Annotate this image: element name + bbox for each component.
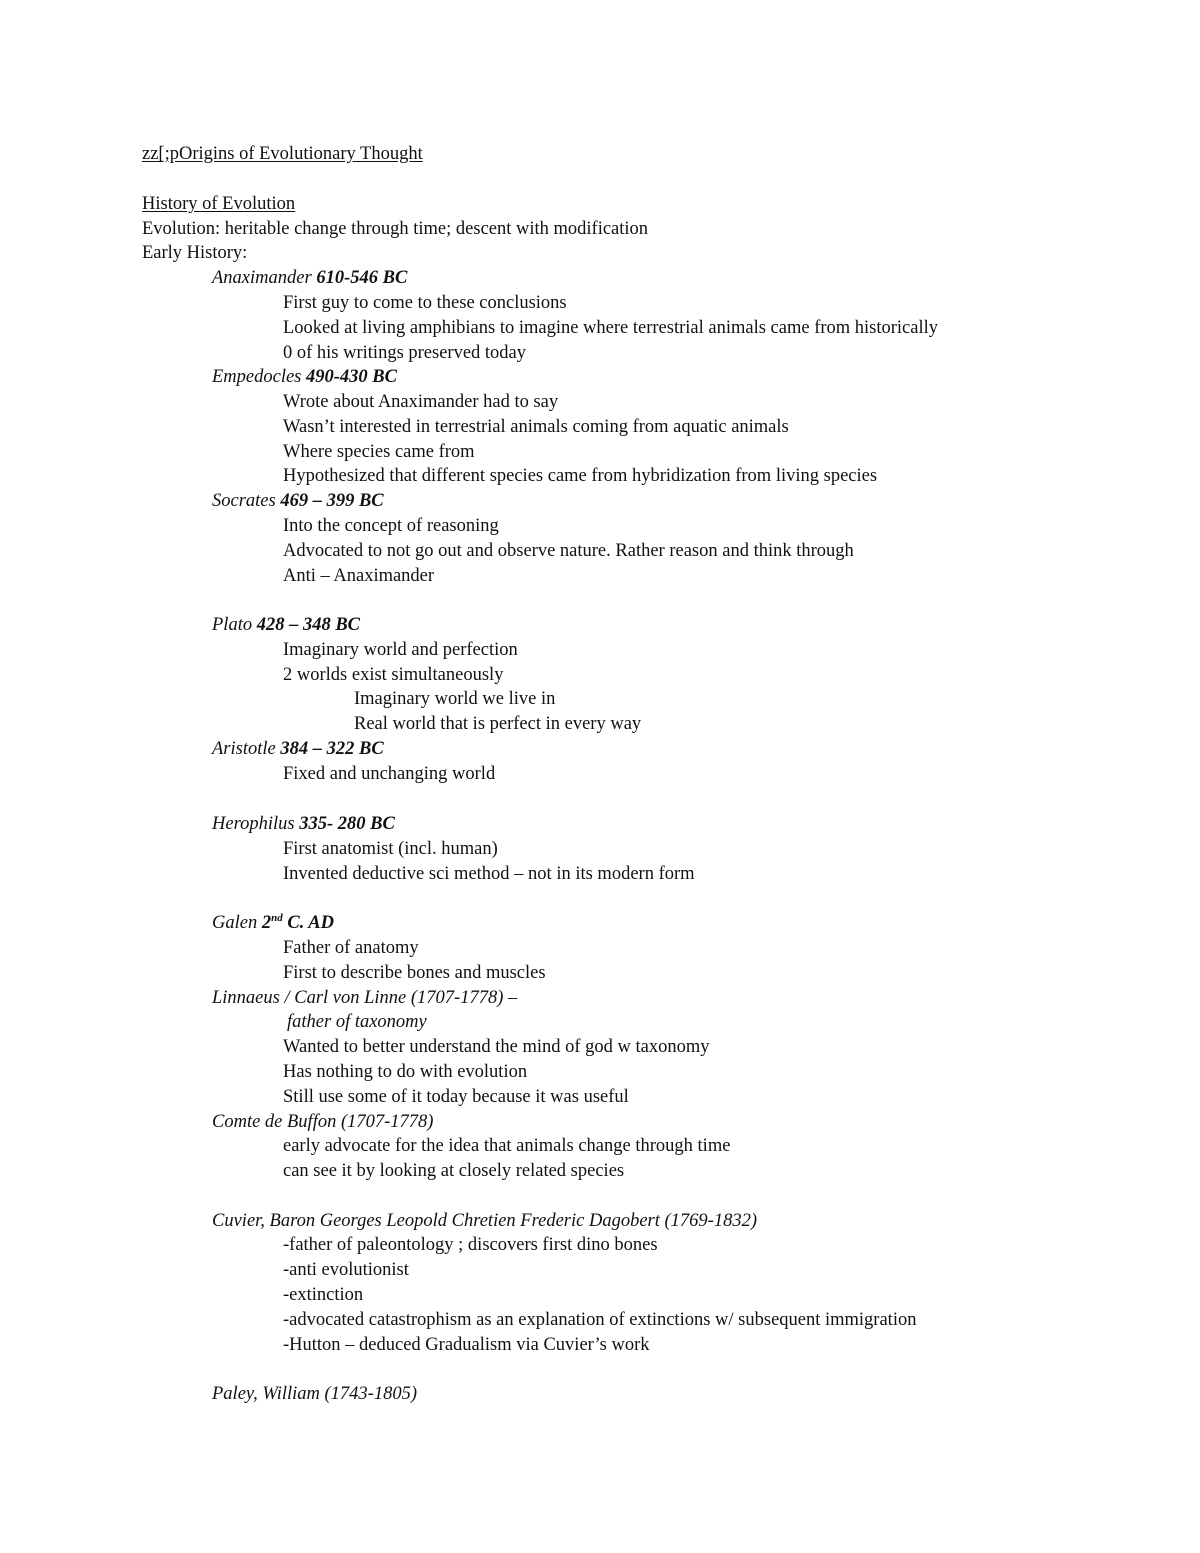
list-item: Still use some of it today because it was useful [283,1087,629,1107]
list-item: Anti – Anaximander [283,566,435,586]
list-item: Advocated to not go out and observe nature. Rather reason and think through [283,541,854,561]
empedocles-dates: 490-430 BC [306,367,397,387]
empedocles-heading [212,368,397,387]
evolution-definition: Evolution: heritable change through time; descent with modification [142,219,649,239]
anaximander-heading [212,269,407,288]
list-item: -father of paleontology ; discovers first dino bones [283,1235,658,1255]
aristotle-dates: 384 – 322 BC [280,739,384,759]
list-item: can see it by looking at closely related species [283,1161,625,1181]
galen-name: Galen [212,913,262,933]
list-item: -anti evolutionist [283,1260,409,1280]
galen-era: C. AD [282,913,334,933]
sub-list-item: Imaginary world we live in [354,689,556,709]
list-item: Looked at living amphibians to imagine where terrestrial animals came from historically [283,318,939,338]
list-item: Wrote about Anaximander had to say [283,392,559,412]
list-item: Fixed and unchanging world [283,764,496,784]
list-item: Where species came from [283,442,475,462]
herophilus-dates: 335- 280 BC [299,814,395,834]
list-item: Father of anatomy [283,938,419,958]
galen-century-suffix: nd [271,911,283,924]
section-heading: History of Evolution [142,194,296,214]
anaximander-dates: 610-546 BC [316,268,408,288]
list-item: -Hutton – deduced Gradualism via Cuvier’s work [283,1335,650,1355]
sub-list-item: Real world that is perfect in every way [354,714,642,734]
list-item: Invented deductive sci method – not in its modern form [283,864,695,884]
anaximander-name: Anaximander [212,268,317,288]
galen-dates [262,913,334,933]
socrates-name: Socrates [212,491,281,511]
early-history-label: Early History: [142,243,248,263]
plato-dates: 428 – 348 BC [256,615,361,635]
list-item: 0 of his writings preserved today [283,343,527,363]
list-item: early advocate for the idea that animals change through time [283,1136,731,1156]
buffon-heading: Comte de Buffon (1707-1778) [212,1112,434,1132]
list-item: First guy to come to these conclusions [283,293,567,313]
list-item: Into the concept of reasoning [283,516,499,536]
aristotle-name: Aristotle [212,739,281,759]
linnaeus-subtitle: father of taxonomy [287,1012,427,1032]
list-item: Wasn’t interested in terrestrial animals coming from aquatic animals [283,417,789,437]
herophilus-heading [212,815,395,834]
list-item: 2 worlds exist simultaneously [283,665,504,685]
list-item: First anatomist (incl. human) [283,839,498,859]
linnaeus-heading: Linnaeus / Carl von Linne (1707-1778) – [212,988,518,1008]
list-item: Has nothing to do with evolution [283,1062,528,1082]
plato-heading [212,616,360,635]
socrates-dates: 469 – 399 BC [280,491,384,511]
list-item: Wanted to better understand the mind of god w taxonomy [283,1037,710,1057]
herophilus-name: Herophilus [212,814,300,834]
cuvier-heading: Cuvier, Baron Georges Leopold Chretien Frederic Dagobert (1769-1832) [212,1211,757,1231]
list-item: First to describe bones and muscles [283,963,546,983]
document-title: zz[;pOrigins of Evolutionary Thought [142,144,423,164]
galen-century-number: 2 [261,913,272,933]
empedocles-name: Empedocles [212,367,307,387]
plato-name: Plato [212,615,257,635]
list-item: Imaginary world and perfection [283,640,518,660]
list-item: -advocated catastrophism as an explanation of extinctions w/ subsequent immigration [283,1310,917,1330]
paley-heading: Paley, William (1743-1805) [212,1384,418,1404]
list-item: -extinction [283,1285,364,1305]
galen-heading [212,911,334,933]
socrates-heading [212,492,384,511]
aristotle-heading [212,740,384,759]
list-item: Hypothesized that different species came from hybridization from living species [283,466,878,486]
